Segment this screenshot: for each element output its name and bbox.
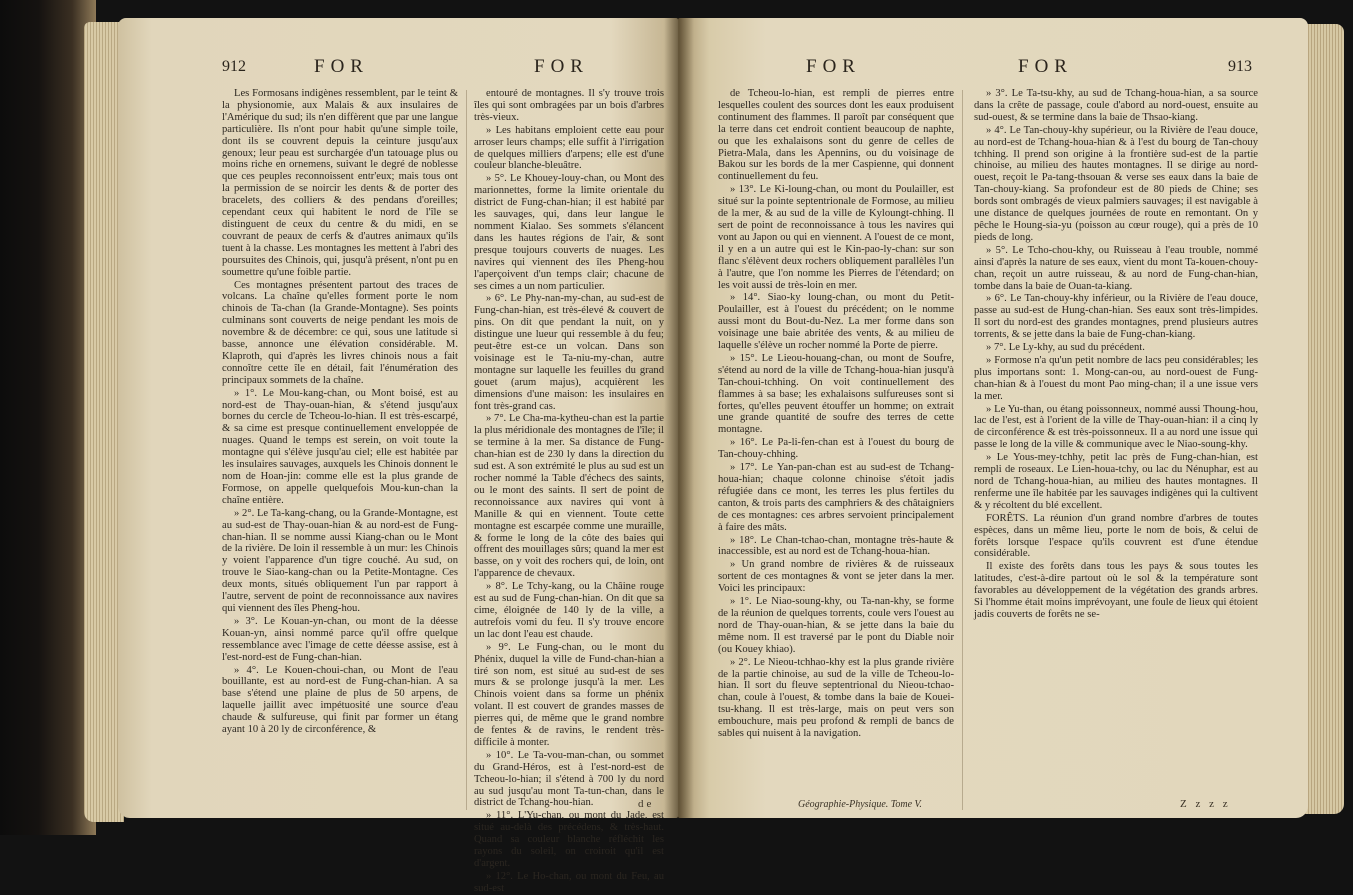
- paragraph: » 17°. Le Yan-pan-chan est au sud-est de Tchang-houa-hian; chaque colonne chinoise s'étoit jadis réfugiée dans ce mont, les terres les plus fertiles du canton, & trois parts des camphriers & des châtaigniers de ces montagnes: ces arbres servoient principalement à faire des mâts.: [718, 462, 954, 533]
- paragraph: » 2°. Le Ta-kang-chang, ou la Grande-Montagne, est au sud-est de Thay-ouan-hian & au nord-est de Fung-chan-hian. Il se nomme aussi Kiang-chan ou le Mont de la rivière. De loin il ressemble à un mur: les Chinois y voient l'apparence d'un tigre couché. Au sud, on trouve le Siao-kang-chan ou la Petite-Montagne. Ces deux monts, situés obliquement l'un par rapport à l'autre, servent de point de reconnoissance aux navires qui viennent des îles Pheng-hou.: [222, 507, 458, 614]
- paragraph: » 3°. Le Kouan-yn-chan, ou mont de la déesse Kouan-yn, ainsi nommé parce qu'il offre quelque ressemblance avec l'image de cette déesse assise, est à l'est-nord-est de Fung-chan-hian.: [222, 615, 458, 663]
- paragraph: » 9°. Le Fung-chan, ou le mont du Phénix, duquel la ville de Fund-chan-hian a tiré son nom, est situé au sud-est de ses murs & se prolonge jusqu'à la mer. Les Chinois voient dans sa forme un phénix volant. Il est couvert de grandes masses de pierres qui, de même que le grand nombre de fentes & de ravins, le rendent très-difficile à monter.: [474, 641, 664, 748]
- text-column-1: [718, 88, 954, 778]
- book-shadow-left: [0, 0, 96, 835]
- signature-mark: Z z z z: [1180, 798, 1231, 810]
- paragraph: » 15°. Le Lieou-houang-chan, ou mont de Soufre, s'étend au nord de la ville de Tchang-houa-hian jusqu'à Tan-choui-tchhing. On voit continuellement des flammes à sa base; les exhalaisons sulfureuses sont si fortes, qu'elles peuvent étouffer un homme; on extrait une grande quantité de soufre des terres de cette montagne.: [718, 352, 954, 436]
- column-rule: [466, 90, 467, 810]
- left-page: [118, 18, 678, 894]
- paragraph: » 18°. Le Chan-tchao-chan, montagne très-haute & inaccessible, est au nord est de Tchang-houa-hian.: [718, 534, 954, 558]
- running-header: FOR: [806, 56, 861, 77]
- paragraph: » 7°. Le Ly-khy, au sud du précédent.: [986, 342, 1145, 354]
- paragraph: » 5°. Le Tcho-chou-khy, ou Ruisseau à l'eau trouble, nommé ainsi d'après la nature de ses eaux, vient du mont Ta-kouen-chouy-chan, reçoit un autre ruisseau, & au nord de Fung-chan-hian, tombe dans la baie de Ouan-ta-kiang.: [974, 244, 1258, 292]
- paragraph: » Le Yous-mey-tchhy, petit lac près de Fung-chan-hian, est rempli de roseaux. Le Lien-houa-tchy, ou lac du Nénuphar, est au nord de Tchang-houa-hian, au milieu des hautes montagnes. Il renferme une île habitée par les sauvages indigènes qui la cultivent & y récoltent du blé excellent.: [974, 452, 1258, 511]
- running-header: FOR: [1018, 56, 1073, 77]
- paragraph: » 13°. Le Ki-loung-chan, ou mont du Poulailler, est situé sur la pointe septentrionale de Formose, au milieu de la mer, & au sud de la ville de Kyloungt-chhing. Il sert de point de reconnoissance à tous les navires qui vont au Japon ou qui en viennent. A l'ouest de ce mont, il y en a un autre qui est le Kin-pao-ly-chan: sur son flanc s'élèvent deux rochers obliquement parallèles l'un à l'autre, que l'on nomme les Pierres de l'étendard; on les voit aussi de très-loin en mer.: [718, 184, 954, 291]
- paragraph: » 10°. Le Ta-vou-man-chan, ou sommet du Grand-Héros, est à l'est-nord-est de Tcheou-lo-hian; il s'étend à 700 ly du nord au sud jusqu'au mont Ta-tun-chan, dans le district de Tchang-hou-hian.: [474, 749, 664, 809]
- paragraph: » 12°. Le Ho-chan, ou mont du Feu, au sud-est: [474, 870, 664, 894]
- paragraph: » 6°. Le Tan-chouy-khy inférieur, ou la Rivière de l'eau douce, passe au sud-est de Hung-chan-hian. Ses eaux sont très-limpides. Il sort du nord-est des grandes montagnes, prend plusieurs autres torrents, & se jette dans la baie de Fung-chan-kiang.: [974, 293, 1258, 341]
- paragraph: » Formose n'a qu'un petit nombre de lacs peu considérables; les plus importans sont: 1. Mong-can-ou, au nord-ouest de Fung-chan-hian & à l'ouest du mont Pao ming-chan; il a une issue vers la mer.: [974, 354, 1258, 402]
- column-rule: [962, 90, 963, 810]
- page-number: 912: [222, 58, 246, 75]
- paragraph: Les Formosans indigènes ressemblent, par le teint & la physionomie, aux Malais & aux insulaires de l'Amérique du sud; ils n'en diffèrent que par une langue particulière. Ils n'ont pour habit qu'une simple toile, dont ils se couvrent depuis la ceinture jusqu'aux genoux; leur peau est surchargée d'un tatouage plus ou moins riche en ornemens, suivant le degré de noblesse que ces peuples reconnoissent entr'eux; mais tous ont la permission de se noircir les dents & de porter des bracelets, des colliers & des pendans d'oreilles; cependant ceux qui habitent le nord de l'île se distinguent de ceux du centre & du midi, en se couvrant de peaux de cerfs & d'autres animaux qu'ils tuent à la chasse. Les montagnes les mettent à l'abri des poursuites des Chinois, qui, jusqu'à présent, n'ont pu en soumettre qu'une foible partie.: [222, 88, 458, 278]
- paragraph: de Tcheou-lo-hian, est rempli de pierres entre lesquelles coulent des sources dont les eaux produisent continument des flammes. Il paroît par conséquent que la terre dans cet endroit contient beaucoup de naphte, ou que les exhalaisons sont du genre de celles de Pietra-Mala, dans les Apennins, ou du voisinage de Bakou sur les bords de la mer Caspienne, qui donnent continuellement du feu.: [718, 88, 954, 183]
- page-number: 913: [1228, 58, 1252, 75]
- paragraph: » 1°. Le Mou-kang-chan, ou Mont boisé, est au nord-est de Thay-ouan-hian, & s'étend jusqu'aux bornes du cercle de Tcheou-lo-hian. Il est très-escarpé, & sa cime est presque continuellement enveloppée de nuages. Quand le temps est serein, on voit toute la montagne qui s'élève jusqu'au ciel; elle est habitée par les insulaires sauvages, auxquels les Chinois donnent le nom de Hoan-jin: comme elle est la plus grande de Formose, on appelle quelquefois Mou-kun-chan la chaîne entière.: [222, 387, 458, 506]
- paragraph: Ces montagnes présentent partout des traces de volcans. La chaîne qu'elles forment porte le nom chinois de Ta-chan (la Grande-Montagne). Ses points culminans sont couverts de neige pendant les mois de novembre & de décembre: ce qui, sous une latitude si basse, annonce une élévation considérable. M. Klaproth, qui d'après les livres chinois nous a fait connoître cette île en détail, fait l'énumération des principaux sommets de la chaîne.: [222, 279, 458, 386]
- paragraph: » 5°. Le Khouey-louy-chan, ou Mont des marionnettes, forme la limite orientale du district de Fung-chan-hian; il est habité par les sauvages, qui, dans leur langue le nomment Kialao. Ses sommets s'élancent dans les hautes régions de l'air, & sont presque toujours couverts de nuages. Les navires qui viennent des îles Pheng-hou l'aperçoivent d'un temps clair; chacune de ses cimes a un nom particulier.: [474, 173, 664, 292]
- running-header: FOR: [314, 56, 369, 77]
- volume-footer: Géographie-Physique. Tome V.: [798, 799, 922, 810]
- paragraph: » 11°. L'Yu-chan, ou mont du Jade, est situé au-delà des précédens, & très-haut. Quand sa couleur blanche réfléchit les rayons du soleil, on croiroit qu'il est d'argent.: [474, 810, 664, 869]
- paragraph: » 4°. Le Kouen-choui-chan, ou Mont de l'eau bouillante, est au nord-est de Fung-chan-hian. A sa base s'étend une plaine de plus de 50 arpens, de laquelle jaillit avec impétuosité une source d'eau chaude & sulfureuse, qui finit par former un étang ayant 10 à 20 ly de circonférence, &: [222, 664, 458, 736]
- paragraph: » 4°. Le Tan-chouy-khy supérieur, ou la Rivière de l'eau douce, au nord-est de Tchang-houa-hian & à l'est du bourg de Tan-chouy tchhing. Il prend son origine à la frontière sud-est de la partie chinoise, au milieu des hautes montagnes. Il se dirige au nord-ouest, reçoit le Pa-tang-thsouan & verse ses eaux dans la baie de Tan-chouy-kiang. Sa profondeur est de 80 pieds de Chine; ses bords sont ombragés de vieux palmiers sauvages; il est navigable à une distance de quelques journées de route en remontant. On y pêche le Houng-sia-yu (poisson au cœur rouge), qui a près de 10 pieds de long.: [974, 124, 1258, 243]
- paragraph: » Un grand nombre de rivières & de ruisseaux sortent de ces montagnes & vont se jeter dans la mer. Voici les principaux:: [718, 559, 954, 595]
- paragraph: » Les habitans emploient cette eau pour arroser leurs champs; elle suffit à l'irrigation de quelques milliers d'arpens; elle est d'une couleur blanche-bleuâtre.: [474, 124, 664, 172]
- paragraph: » 6°. Le Phy-nan-my-chan, au sud-est de Fung-chan-hian, est très-élevé & couvert de pins. On dit que pendant la nuit, on y distingue une lueur qui ressemble à du feu; peut-être est-ce un volcan. Dans son voisinage est le Ta-niu-my-chan, autre montagne sur laquelle les feuilles du grand gouet (arum majus), acquièrent les dimensions d'une maison: les insulaires en font très-grand cas.: [474, 293, 664, 412]
- running-header: FOR: [534, 56, 589, 77]
- text-column-2: [974, 88, 1258, 792]
- book-gutter: [664, 18, 694, 818]
- paragraph: » 14°. Siao-ky loung-chan, ou mont du Petit-Poulailler, est à l'ouest du précédent; on le nomme aussi mont du Bout-du-Nez. La mer forme dans son voisinage une baie abritée des vents, & au milieu de laquelle s'élève un rocher nommé la Porte de pierre.: [718, 292, 954, 352]
- paragraph: FORÊTS. La réunion d'un grand nombre d'arbres de toutes espèces, dans un même lieu, porte le nom de bois, & celui de forêts lorsque l'espace qu'ils couvrent est d'une étendue considérable.: [974, 512, 1258, 560]
- paragraph: » 7°. Le Cha-ma-kytheu-chan est la partie la plus méridionale des montagnes de l'île; il se termine à la mer. Sa distance de Fung-chan-hian est de 230 ly dans la direction du sud est. A son extrémité le plus au sud est un rocher nommé la Table d'échecs des saints, ou le mont des saints. Il sert de point de reconnoissance aux navires qui vont à Manille & qui en viennent. Toute cette montagne est escarpée comme une muraille, & forme le long de la côte des baies qui offrent des mouillages sûrs; quand la mer est basse, on y voit des rochers qui, de loin, ont l'apparence de chevaux.: [474, 413, 664, 580]
- catchword: de: [638, 798, 655, 810]
- paragraph: » 16°. Le Pa-li-fen-chan est à l'ouest du bourg de Tan-chouy-chhing.: [718, 437, 954, 461]
- paragraph: » 8°. Le Tchy-kang, ou la Châine rouge est au sud de Fung-chan-hian. On dit que sa cime, éloignée de 140 ly de la ville, a autrefois vomi du feu. Il s'y trouve encore un lac dont l'eau est chaude.: [474, 581, 664, 640]
- paragraph: » 1°. Le Niao-soung-khy, ou Ta-nan-khy, se forme de la réunion de quelques torrents, coule vers l'ouest au nord de Thay-ouan-hian, & se jette dans la baie du même nom. Il est traversé par le pont du Diable noir (ou Kouey khiao).: [718, 596, 954, 655]
- text-column-1: [222, 88, 458, 816]
- text-column-2: [474, 88, 664, 894]
- paragraph: Il existe des forêts dans tous les pays & sous toutes les latitudes, c'est-à-dire partout où le sol & la température sont favorables au développement de la végétation des grands arbres. Si l'homme était moins imprévoyant, une foule de lieux qui étoient jadis couverts de forêts ne se-: [974, 561, 1258, 620]
- paragraph: » Le Yu-than, ou étang poissonneux, nommé aussi Thoung-hou, lac de l'est, est à l'orient de la ville de Thay-ouan-hian: il a cinq ly de circonférence & est très-poissonneux. Il a au nord une issue qui passe le long de la ville & communique avec le Niao-soung-khy.: [974, 403, 1258, 451]
- right-page: [678, 18, 1308, 818]
- paragraph: entouré de montagnes. Il s'y trouve trois îles qui sont ombragées par un bois d'arbres très-vieux.: [474, 88, 664, 123]
- paragraph: » 2°. Le Nieou-tchhao-khy est la plus grande rivière de la partie chinoise, au sud de la ville de Tcheou-lo-hian. Il sort du fleuve septentrional du Nieou-tchao-chan, coule à l'ouest, & tombe dans la baie de Kouei-tsu-khang. Il est très-large, mais on peut vers son embouchure, mais peu profond & rempli de bancs de sables qui nuisent à la navigation.: [718, 656, 954, 740]
- paragraph: » 3°. Le Ta-tsu-khy, au sud de Tchang-houa-hian, a sa source dans la crête de passage, coule d'abord au nord-ouest, ensuite au sud-ouest, & se termine dans la baie de Thsao-kiang.: [974, 88, 1258, 123]
